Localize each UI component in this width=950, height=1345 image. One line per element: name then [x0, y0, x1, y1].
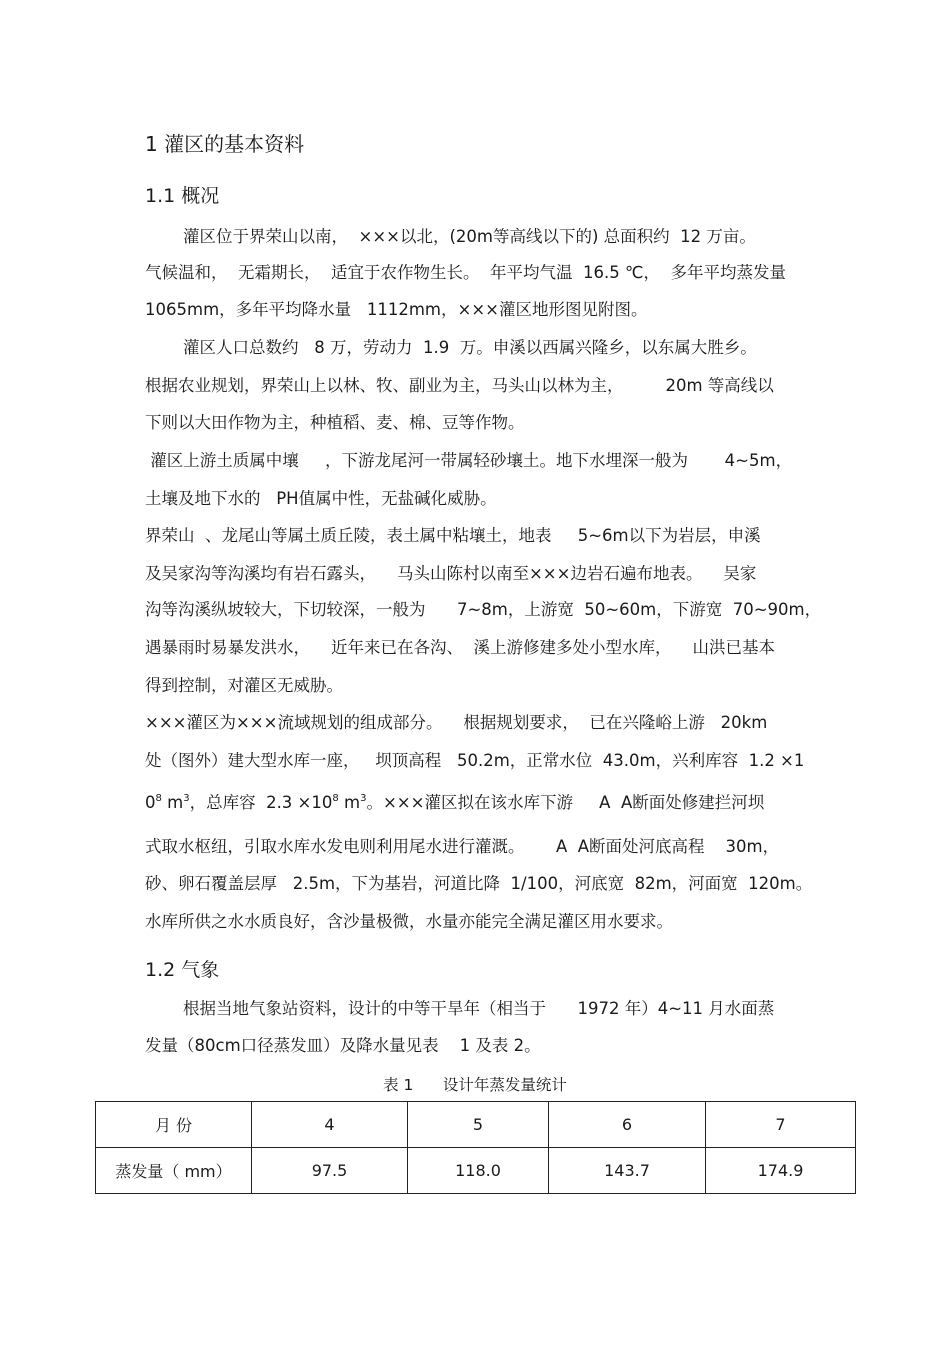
text-line: 遇暴雨时易暴发洪水， 近年来已在各沟、 溪上游修建多处小型水库， 山洪已基本 [145, 638, 775, 657]
reservoir-capacity-line: $0^8$ $m^3$，总库容 $2.3 \times 10^8$ $m^3$。×××灌区拟在该水库下游 A A断面处修建拦河坝 [145, 793, 765, 812]
section-heading-overview: 1.1 概况 [145, 185, 220, 207]
table-header-row [96, 1102, 856, 1148]
text-line: 下则以大田作物为主，种植稻、麦、棉、豆等作物。 [145, 413, 525, 432]
text-line: 沟等沟溪纵坡较大，下切较深，一般为 7~8m，上游宽 50~60m，下游宽 70~90m， [145, 600, 822, 619]
table-caption: 表 1 设计年蒸发量统计 [383, 1076, 567, 1094]
table-cell: 174.9 [706, 1148, 856, 1194]
table-cell: 4 [252, 1102, 408, 1148]
table-cell: 5 [408, 1102, 549, 1148]
text-line: 根据当地气象站资料，设计的中等干旱年（相当于 1972 年）4~11 月水面蒸 [183, 999, 775, 1018]
text-line: 界荣山 、龙尾山等属土质丘陵，表土属中粘壤土，地表 5~6m以下为岩层，申溪 [145, 526, 761, 545]
text-line: 及吴家沟等沟溪均有岩石露头， 马头山陈村以南至×××边岩石遍布地表。 吴家 [145, 564, 757, 583]
text-line: 灌区人口总数约 8 万，劳动力 1.9 万。申溪以西属兴隆乡，以东属大胜乡。 [183, 338, 757, 357]
text-line: 处（图外）建大型水库一座， 坝顶高程 50.2m，正常水位 43.0m，兴利库容 1.2 ×1 [145, 751, 805, 770]
section-heading-climate: 1.2 气象 [145, 959, 220, 981]
table-cell: 143.7 [549, 1148, 706, 1194]
table-cell: 月 份 [96, 1102, 252, 1148]
table-cell: 6 [549, 1102, 706, 1148]
text-line: 灌区位于界荣山以南， ×××以北，(20m等高线以下的) 总面积约 12 万亩。 [183, 227, 756, 246]
text-line: 得到控制，对灌区无威胁。 [145, 676, 343, 695]
table-cell: 蒸发量（ mm） [96, 1148, 252, 1194]
table-cell: 118.0 [408, 1148, 549, 1194]
text-line: 灌区上游土质属中壤 ，下游龙尾河一带属轻砂壤土。地下水埋深一般为 4~5m， [145, 451, 793, 470]
text-line: 1065mm，多年平均降水量 1112mm，×××灌区地形图见附图。 [145, 300, 648, 319]
table-cell: 97.5 [252, 1148, 408, 1194]
chapter-heading: 1 灌区的基本资料 [145, 132, 305, 156]
table-row [96, 1148, 856, 1194]
text-line: 土壤及地下水的 PH值属中性，无盐碱化威胁。 [145, 489, 497, 508]
text-line: 式取水枢纽，引取水库水发电则利用尾水进行灌溉。 A A断面处河底高程 30m， [145, 837, 780, 856]
text-line: ×××灌区为×××流域规划的组成部分。 根据规划要求， 已在兴隆峪上游 20km [145, 713, 768, 732]
text-line: 发量（80cm口径蒸发皿）及降水量见表 1 及表 2。 [145, 1036, 541, 1055]
text-line: 水库所供之水水质良好，含沙量极微，水量亦能完全满足灌区用水要求。 [145, 912, 673, 931]
text-line: 气候温和， 无霜期长， 适宜于农作物生长。 年平均气温 16.5 ℃， 多年平均蒸发量 [145, 263, 786, 282]
table-cell: 7 [706, 1102, 856, 1148]
text-line: 根据农业规划，界荣山上以林、牧、副业为主，马头山以林为主， 20m 等高线以 [145, 376, 774, 395]
evaporation-table [95, 1101, 856, 1194]
text-line: 砂、卵石覆盖层厚 2.5m，下为基岩，河道比降 1/100，河底宽 82m，河面宽 120m。 [145, 874, 813, 893]
